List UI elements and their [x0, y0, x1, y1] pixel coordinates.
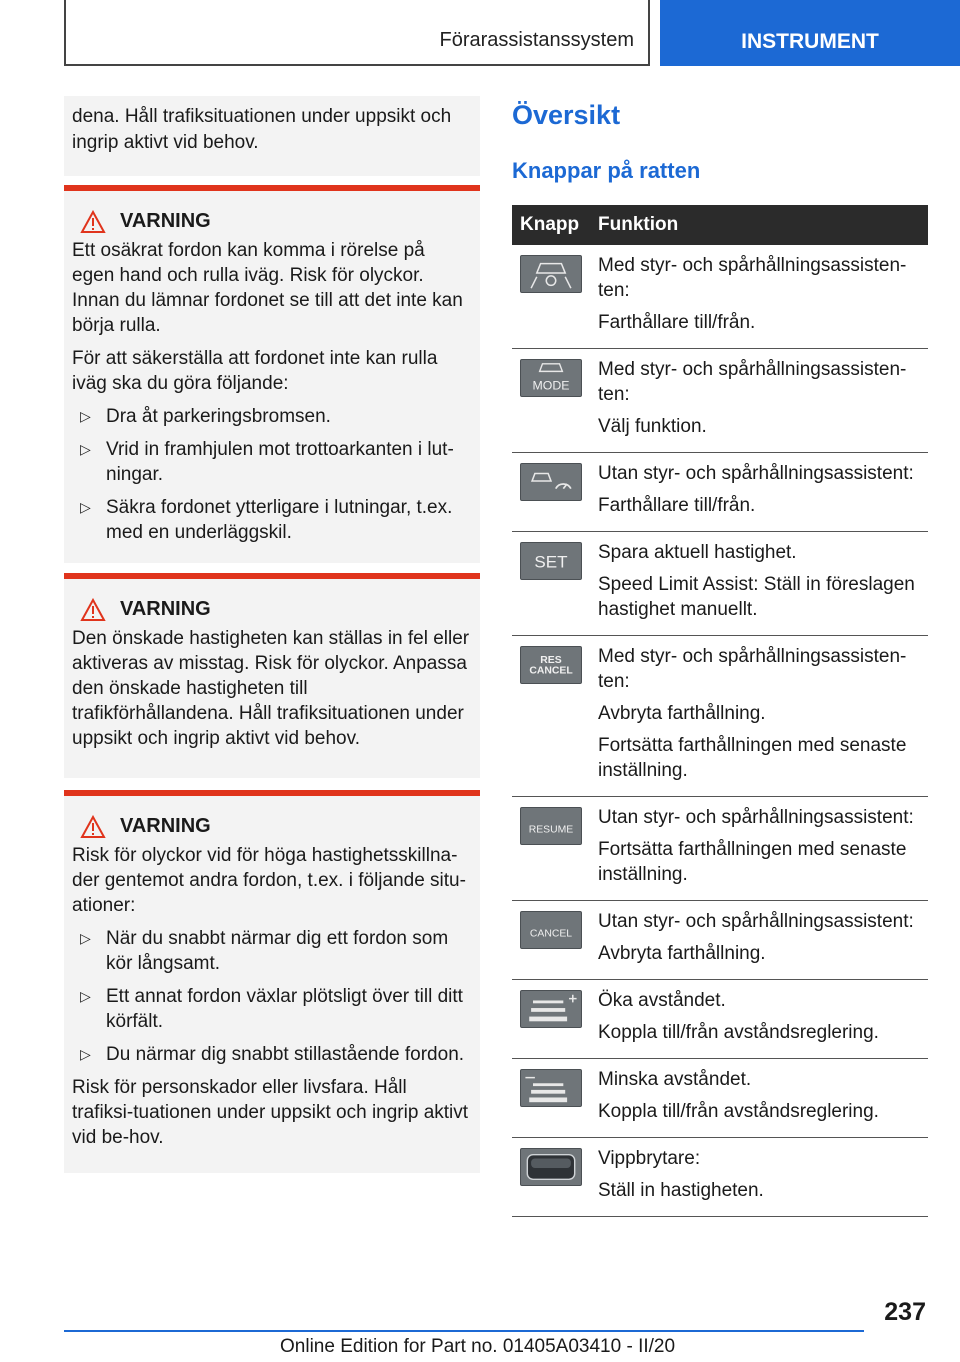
button-cell — [512, 636, 590, 797]
button-cell — [512, 1059, 590, 1138]
page-header — [0, 0, 960, 66]
list-item: ▷ Du närmar dig snabbt stillastående fordon. — [80, 1044, 465, 1065]
bullet-icon: ▷ — [80, 441, 91, 457]
button-cell — [512, 349, 590, 453]
rocker-switch-icon — [520, 1148, 582, 1186]
page-number: 237 — [884, 1298, 926, 1326]
table-row — [512, 532, 928, 636]
button-label: CANCEL — [529, 928, 573, 940]
button-label: RES — [540, 655, 562, 667]
warning-triangle-icon — [80, 815, 106, 839]
function-cell — [590, 532, 928, 636]
continued-warning-text: dena. Håll trafiksituationen under uppsikt och ingrip aktivt vid behov. — [64, 96, 480, 176]
table-row — [512, 245, 928, 349]
table-row — [512, 453, 928, 532]
warning-box-1 — [64, 185, 480, 563]
function-text: Öka avståndet. — [598, 990, 726, 1011]
list-item: ▷ Vrid in framhjulen mot trottoarkanten i lut-ningar. — [80, 439, 454, 485]
warning-triangle-icon — [80, 210, 106, 234]
warning-heading: VARNING — [72, 814, 472, 839]
function-cell — [590, 349, 928, 453]
button-label: CANCEL — [529, 665, 573, 677]
function-text: Koppla till/från avståndsreglering. — [598, 1101, 879, 1122]
warning-text: Den önskade hastigheten kan ställas in fel eller aktiveras av misstag. Risk för olyckor. Anpassa den önskade hastigheten till trafikförhållandena. Håll trafiksituationen under uppsikt och ingrip aktivt vid behov. — [72, 628, 470, 749]
section-title: Förarassistanssystem — [64, 0, 650, 66]
table-row — [512, 901, 928, 980]
footer-divider — [64, 1330, 864, 1332]
warning-text: Ett osäkrat fordon kan komma i rörelse på egen hand och rulla iväg. Risk för olyckor. Innan du lämnar fordonet se till att det inte kan börja rulla. — [72, 240, 463, 336]
list-item: ▷ När du snabbt närmar dig ett fordon som kör långsamt. — [80, 928, 449, 974]
function-cell — [590, 797, 928, 901]
bullet-icon: ▷ — [80, 499, 91, 515]
function-text: Farthållare till/från. — [598, 495, 756, 516]
button-label: RESUME — [528, 824, 574, 836]
function-text: Fortsätta farthållningen med senaste inställning. — [598, 839, 907, 885]
function-text: Med styr- och spårhållningsassisten-ten: — [598, 646, 907, 692]
section-heading: Översikt — [512, 100, 621, 130]
car-steering-assist-icon — [520, 255, 582, 293]
table-row — [512, 636, 928, 797]
function-text: Med styr- och spårhållningsassisten-ten: — [598, 255, 907, 301]
mode-button-icon — [520, 359, 582, 397]
list-item: ▷ Ett annat fordon växlar plötsligt över till ditt körfält. — [80, 986, 463, 1032]
button-cell — [512, 1138, 590, 1217]
warning-list — [72, 404, 472, 545]
function-text: Speed Limit Assist: Ställ in föreslagen hastighet manuellt. — [598, 574, 915, 620]
cancel-button-icon — [520, 911, 582, 949]
cruise-control-icon — [520, 463, 582, 501]
bullet-icon: ▷ — [80, 930, 91, 946]
edition-footer: Online Edition for Part no. 01405A03410 - II/20 — [280, 1336, 676, 1357]
bullet-icon: ▷ — [80, 1046, 91, 1062]
function-cell — [590, 1059, 928, 1138]
distance-increase-icon — [520, 990, 582, 1028]
warning-box-3 — [64, 790, 480, 1173]
distance-decrease-icon — [520, 1069, 582, 1107]
function-cell — [590, 245, 928, 349]
list-item: ▷ Säkra fordonet ytterligare i lutningar, t.ex. med en underläggskil. — [80, 497, 453, 543]
button-label: SET — [534, 552, 568, 572]
button-cell — [512, 901, 590, 980]
function-text: Vippbrytare: — [598, 1148, 701, 1169]
function-text: Utan styr- och spårhållningsassistent: — [598, 463, 914, 484]
column-header-knapp: Knapp — [512, 205, 590, 245]
bullet-icon: ▷ — [80, 988, 91, 1004]
list-item: ▷ Dra åt parkeringsbromsen. — [80, 406, 331, 427]
table-row — [512, 349, 928, 453]
res-cancel-button-icon — [520, 646, 582, 684]
function-text: Med styr- och spårhållningsassisten-ten: — [598, 359, 907, 405]
function-text: Avbryta farthållning. — [598, 703, 766, 724]
function-text: Minska avståndet. — [598, 1069, 752, 1090]
button-cell — [512, 980, 590, 1059]
button-cell — [512, 797, 590, 901]
warning-text: För att säkerställa att fordonet inte kan rulla iväg ska du göra följande: — [72, 348, 438, 394]
function-text: Spara aktuell hastighet. — [598, 542, 797, 563]
function-text: Farthållare till/från. — [598, 312, 756, 333]
table-row — [512, 980, 928, 1059]
function-text: Avbryta farthållning. — [598, 943, 766, 964]
set-button-icon — [520, 542, 582, 580]
function-cell — [590, 636, 928, 797]
warning-heading: VARNING — [72, 209, 472, 234]
button-label: MODE — [532, 378, 570, 393]
function-text: Utan styr- och spårhållningsassistent: — [598, 911, 914, 932]
table-row — [512, 1138, 928, 1217]
button-cell — [512, 453, 590, 532]
warning-text: Risk för olyckor vid för höga hastighetsskillna-der gentemot andra fordon, t.ex. i följande situ-ationer: — [72, 845, 466, 916]
warning-text: Risk för personskador eller livsfara. Håll trafiksi-tuationen under uppsikt och ingrip aktivt vid be-hov. — [72, 1077, 469, 1148]
function-text: Välj funktion. — [598, 416, 707, 437]
column-header-funktion: Funktion — [590, 205, 928, 245]
button-cell — [512, 245, 590, 349]
function-cell — [590, 1138, 928, 1217]
warning-heading: VARNING — [72, 597, 472, 622]
table-row — [512, 797, 928, 901]
function-cell — [590, 453, 928, 532]
function-cell — [590, 901, 928, 980]
subsection-heading: Knappar på ratten — [512, 158, 701, 183]
button-cell — [512, 532, 590, 636]
warning-list — [72, 926, 472, 1067]
button-function-table — [512, 205, 928, 1217]
table-row — [512, 1059, 928, 1138]
function-text: Ställ in hastigheten. — [598, 1180, 764, 1201]
function-text: Koppla till/från avståndsreglering. — [598, 1022, 879, 1043]
function-cell — [590, 980, 928, 1059]
warning-box-2 — [64, 573, 480, 778]
function-text: Utan styr- och spårhållningsassistent: — [598, 807, 914, 828]
resume-button-icon — [520, 807, 582, 845]
function-text: Fortsätta farthållningen med senaste inställning. — [598, 735, 907, 781]
warning-triangle-icon — [80, 598, 106, 622]
bullet-icon: ▷ — [80, 408, 91, 424]
chapter-tab[interactable]: INSTRUMENT — [660, 0, 960, 66]
